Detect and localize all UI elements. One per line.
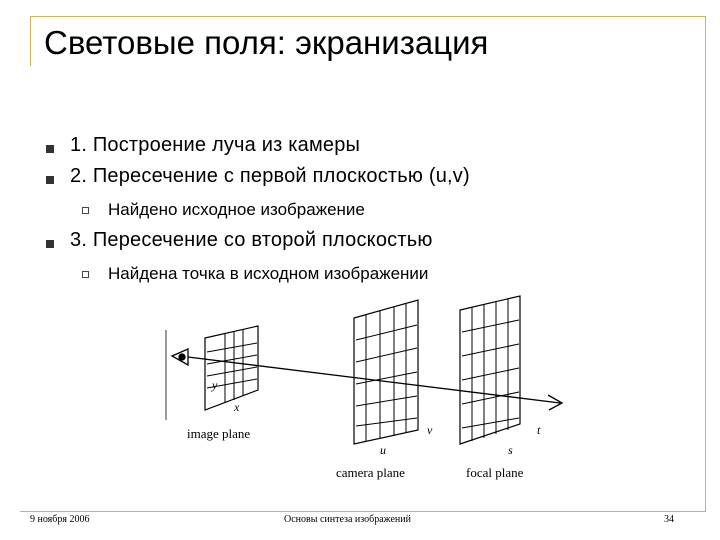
camera-plane	[354, 300, 418, 444]
image-plane	[205, 326, 258, 410]
bullet-3-text: 3. Пересечение со второй плоскостью	[70, 229, 433, 251]
label-camera-plane: camera plane	[336, 465, 405, 480]
bullet-3-sub-text: Найдена точка в исходном изображении	[108, 264, 429, 283]
label-v: v	[427, 423, 433, 437]
slide-title: Световые поля: экранизация	[44, 24, 489, 61]
label-image-plane: image plane	[187, 426, 251, 441]
focal-plane	[460, 296, 520, 444]
label-x: x	[234, 400, 240, 414]
light-ray	[188, 357, 562, 410]
bullet-2-sub-text: Найдено исходное изображение	[108, 200, 365, 219]
label-t: t	[537, 423, 541, 437]
bullet-2-text: 2. Пересечение с первой плоскостью (u,v)	[70, 165, 470, 187]
label-u: u	[380, 443, 386, 457]
page-number: 34	[664, 514, 674, 525]
label-y: y	[212, 378, 218, 392]
bullet-1-text: 1. Построение луча из камеры	[70, 134, 361, 156]
footer-date: 9 ноября 2006	[30, 514, 90, 525]
footer-course: Основы синтеза изображений	[284, 514, 411, 525]
eye-icon	[172, 349, 188, 365]
label-s: s	[508, 443, 513, 457]
label-focal-plane: focal plane	[466, 465, 524, 480]
